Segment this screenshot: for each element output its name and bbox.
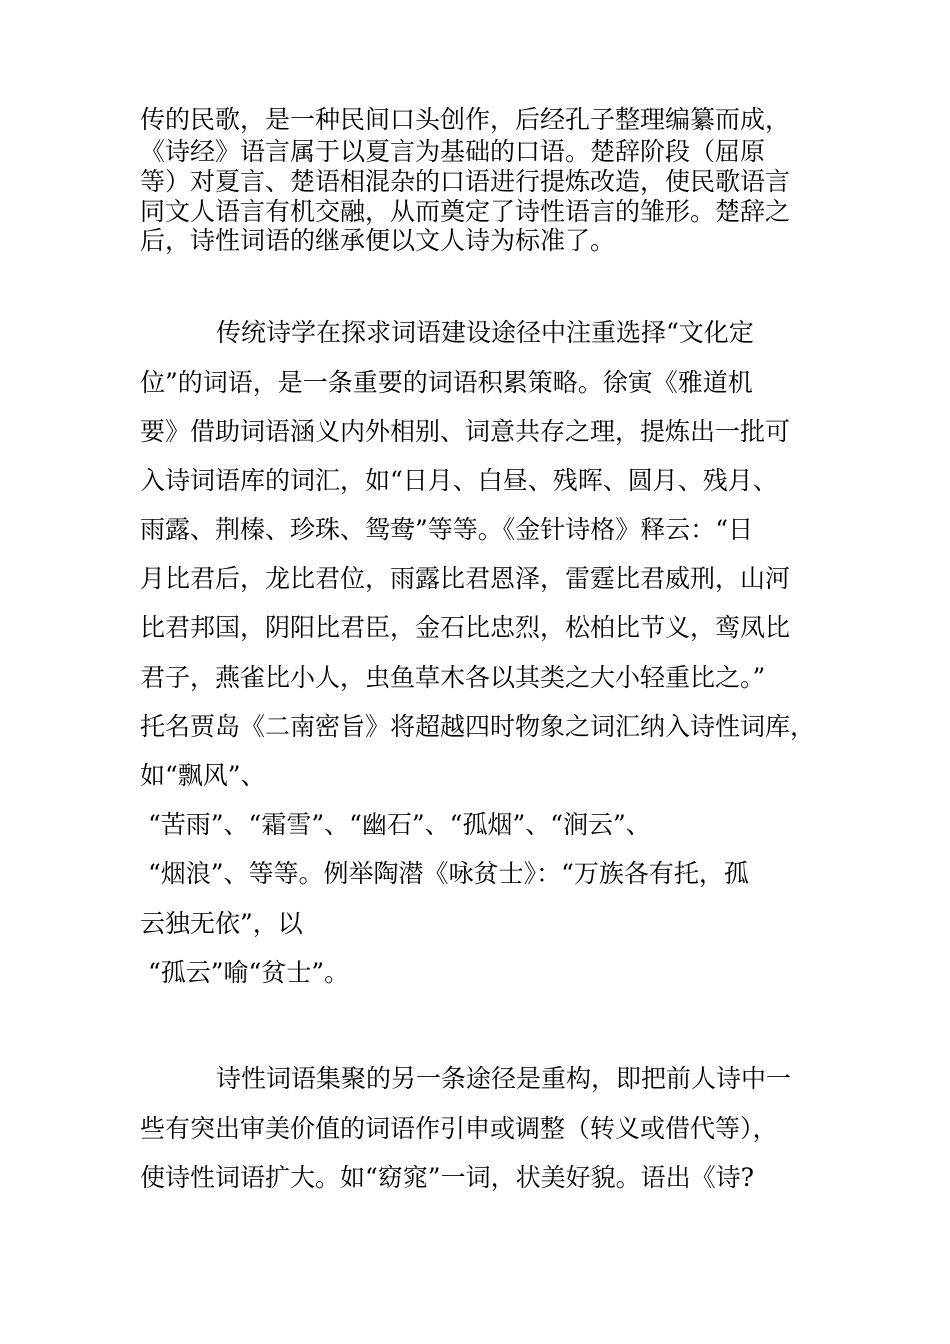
text-line: 入诗词语库的词汇，如“日月、白昼、残晖、圆月、残月、 — [140, 466, 778, 495]
text-line: 比君邦国，阴阳比君臣，金石比忠烈，松柏比节义，鸾凤比 — [140, 613, 791, 642]
text-line: 托名贾岛《二南密旨》将超越四时物象之词汇纳入诗性词库， — [140, 712, 816, 741]
text-line: 些有突出审美价值的词语作引申或调整（转义或借代等）， — [140, 1114, 778, 1143]
text-line: 位”的词语，是一条重要的词语积累策略。徐寅《雅道机 — [140, 368, 753, 397]
text-line: 使诗性词语扩大。如“窈窕”一词，状美好貌。语出《诗? — [140, 1163, 754, 1192]
text-line: 要》借助词语涵义内外相别、词意共存之理，提炼出一批可 — [140, 417, 791, 446]
text-line: 传统诗学在探求词语建设途径中注重选择“文化定 — [216, 318, 754, 347]
text-line: 月比君后，龙比君位，雨露比君恩泽，雷霆比君威刑，山河 — [140, 564, 791, 593]
text-line: 诗性词语集聚的另一条途径是重构，即把前人诗中一 — [216, 1064, 792, 1093]
text-line: 等）对夏言、楚语相混杂的口语进行提炼改造，使民歌语言 — [140, 167, 791, 196]
text-line: 君子，燕雀比小人，虫鱼草木各以其类之大小轻重比之。” — [140, 663, 766, 692]
text-line: 传的民歌，是一种民间口头创作，后经孔子整理编纂而成， — [140, 105, 791, 134]
text-line: “孤云”喻“贫士”。 — [148, 958, 350, 987]
text-line: 《诗经》语言属于以夏言为基础的口语。楚辞阶段（屈原 — [140, 137, 766, 166]
text-line: “烟浪”、等等。例举陶潜《咏贫士》：“万族各有托，孤 — [148, 859, 749, 888]
text-line: 如“飘风”、 — [140, 761, 266, 790]
text-line: 雨露、荆榛、珍珠、鸳鸯”等等。《金针诗格》释云：“日 — [140, 515, 754, 544]
text-line: “苦雨”、“霜雪”、“幽石”、“孤烟”、“涧云”、 — [148, 810, 651, 839]
text-line: 同文人语言有机交融，从而奠定了诗性语言的雏形。楚辞之 — [140, 197, 791, 226]
text-line: 后，诗性词语的继承便以文人诗为标准了。 — [140, 226, 616, 255]
text-line: 云独无依”，以 — [140, 909, 303, 938]
